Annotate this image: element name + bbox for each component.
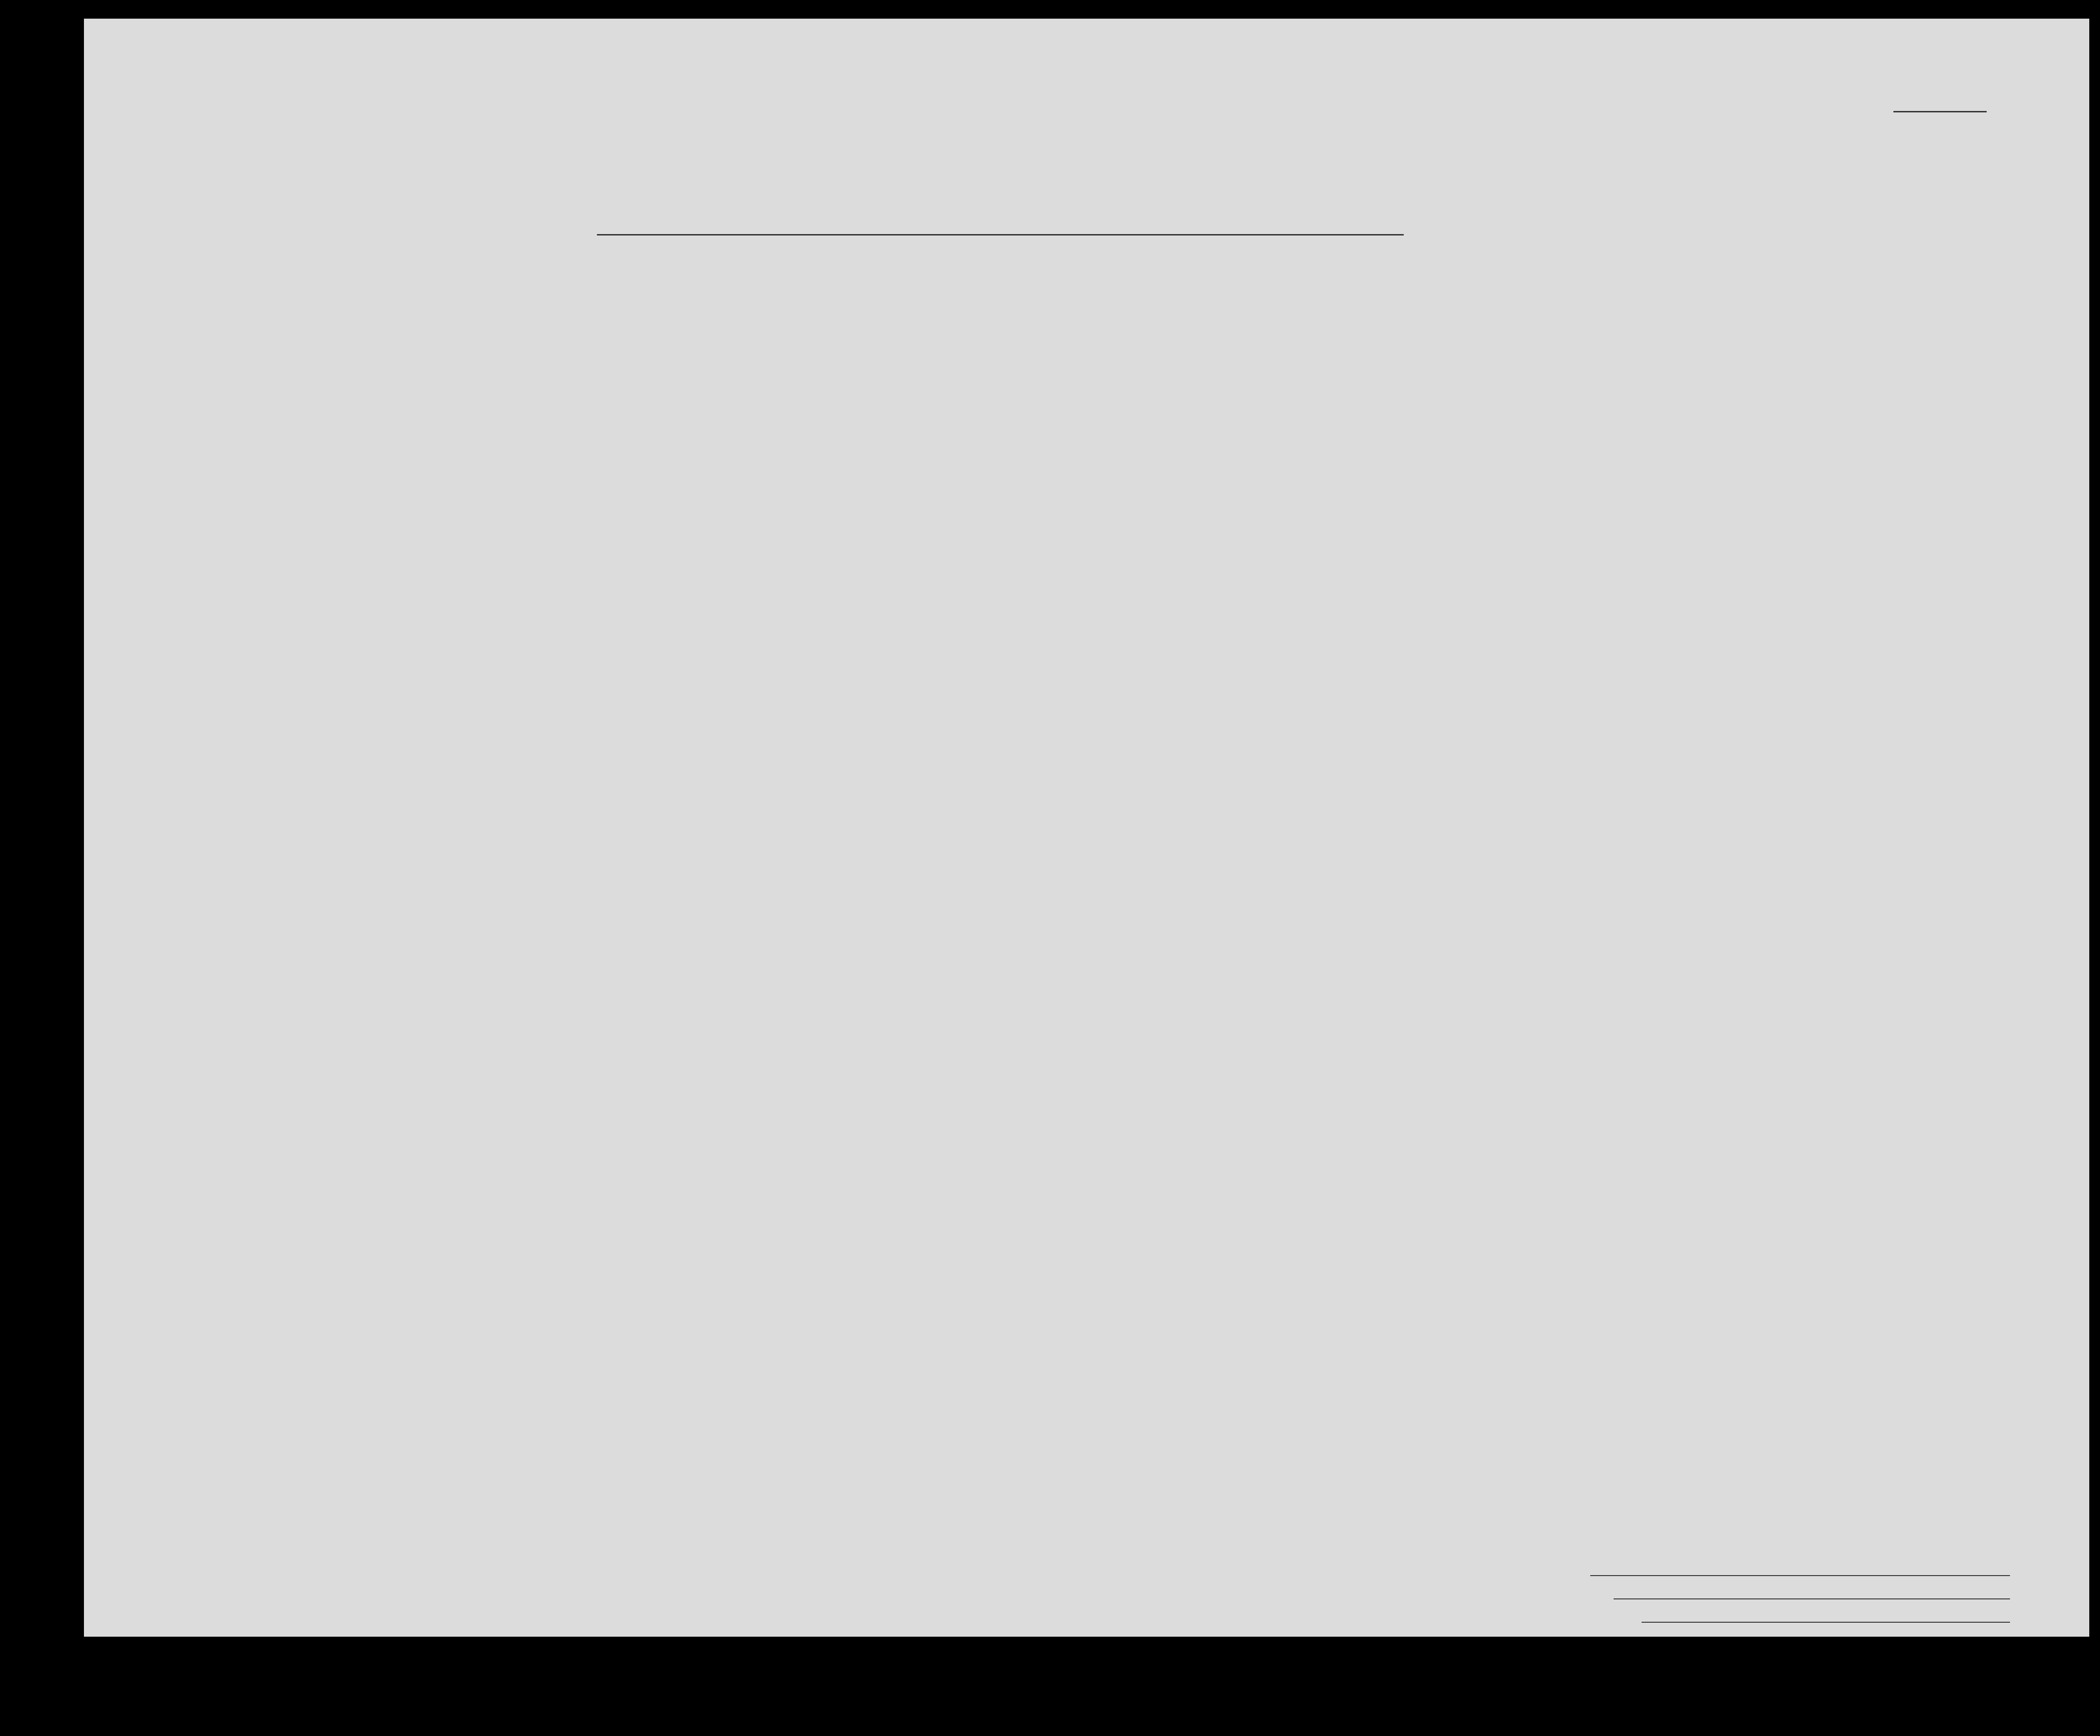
header-feet — [1737, 382, 1756, 410]
header-q29 — [1530, 294, 1562, 406]
footer-owners-rule — [1614, 1598, 2010, 1599]
manifest-sheet — [84, 19, 2089, 1637]
header-q28 — [1483, 294, 1525, 406]
header-polygamist — [1432, 294, 1455, 406]
header-prison — [1406, 294, 1429, 406]
header-q30 — [1565, 294, 1583, 406]
header-ticket — [755, 289, 783, 401]
header-anarchist — [1457, 294, 1481, 406]
footer-line-rule — [1590, 1575, 2010, 1576]
footer-agents-rule — [1642, 1622, 2010, 1623]
form-grid — [84, 19, 2089, 1637]
header-money — [872, 289, 900, 401]
header-q31 — [1586, 294, 1604, 406]
header-inches — [1760, 378, 1779, 410]
